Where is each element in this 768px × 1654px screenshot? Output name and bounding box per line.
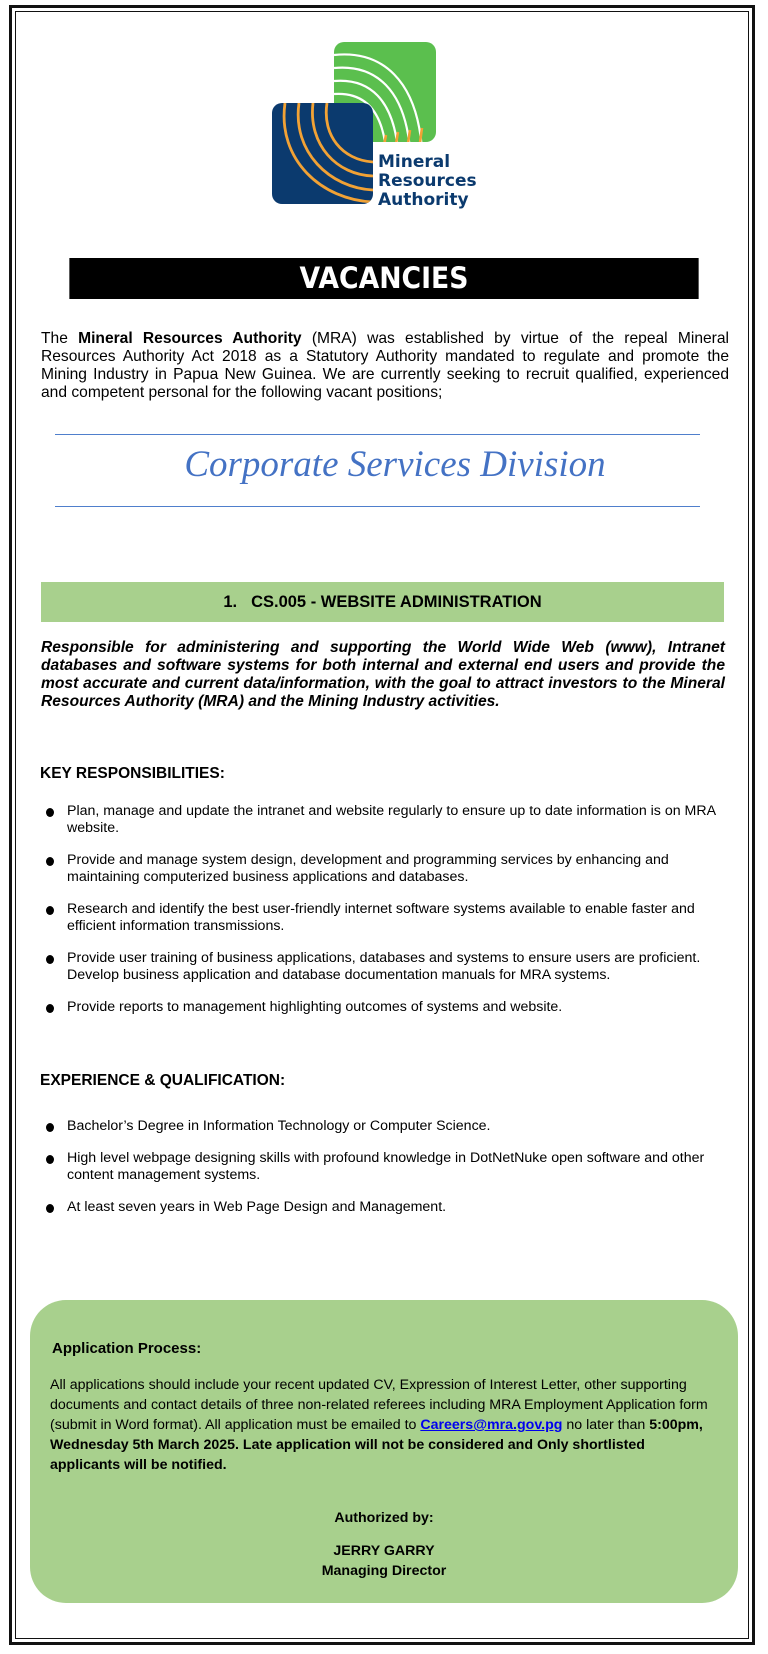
bullet-icon [46, 955, 54, 964]
application-deadline: 5:00pm, Wednesday 5th March 2025. Late application will not be considered and Only shortlisted applicants will be notified. [50, 1417, 703, 1473]
intro-org-name: Mineral Resources Authority [78, 330, 302, 347]
division-rule-top [55, 434, 700, 435]
signatory-name: JERRY GARRY [333, 1543, 435, 1559]
qualification-item [40, 1199, 730, 1216]
responsibility-item [40, 852, 730, 886]
bullet-icon [46, 906, 54, 915]
intro-paragraph [41, 330, 729, 402]
bullet-icon [46, 857, 54, 866]
position-title: CS.005 - WEBSITE ADMINISTRATION [251, 593, 542, 611]
division-title: Corporate Services Division [184, 444, 606, 485]
responsibilities-heading: KEY RESPONSIBILITIES: [40, 765, 225, 782]
responsibility-text: Plan, manage and update the intranet and website regularly to ensure up to date information is on MRA website. [67, 803, 716, 836]
responsibility-item [40, 803, 730, 837]
vacancies-banner [69, 258, 698, 299]
bullet-icon [46, 808, 54, 817]
application-heading: Application Process: [52, 1340, 202, 1357]
responsibility-item [40, 901, 730, 935]
qualifications-heading: EXPERIENCE & QUALIFICATION: [40, 1072, 286, 1089]
responsibilities-list [40, 803, 730, 1031]
intro-text: (MRA) was established by virtue of the repeal Mineral Resources Authority Act 2018 as a Statutory Authority mandated to regulate and promote the Mining Industry in Papua New Guinea. We are currently seeking to recruit qualified, experienced and competent personal for the following vacant positions; [41, 330, 729, 401]
bullet-icon [46, 1155, 54, 1164]
responsibility-item [40, 999, 730, 1016]
logo-text-line-3: Authority [378, 190, 469, 210]
qualification-item [40, 1118, 730, 1135]
responsibility-text: Provide user training of business applications, databases and systems to ensure users are proficient. Develop business application and database documentation manuals for MRA systems. [67, 950, 701, 983]
careers-email-link[interactable]: Careers@mra.gov.pg [420, 1417, 563, 1433]
qualification-text: High level webpage designing skills with profound knowledge in DotNetNuke open software and other content management systems. [67, 1150, 705, 1183]
mra-logo [272, 40, 504, 220]
responsibility-text: Provide reports to management highlighting outcomes of systems and website. [67, 999, 563, 1015]
qualification-text: At least seven years in Web Page Design and Management. [67, 1199, 447, 1215]
bullet-icon [46, 1004, 54, 1013]
authorized-label: Authorized by: [334, 1510, 434, 1526]
responsibility-text: Research and identify the best user-friendly internet software systems available to enable faster and efficient information transmissions. [67, 901, 695, 934]
logo-text-line-1: Mineral [378, 152, 451, 172]
application-text-part2: no later than [562, 1417, 650, 1433]
application-text-part1: All applications should include your recent updated CV, Expression of Interest Letter, other supporting documents and contact details of three non-related referees including MRA Employment Application form (submit in Word format). All application must be emailed to [50, 1377, 708, 1433]
signatory-title: Managing Director [321, 1563, 447, 1579]
application-process-box [30, 1300, 738, 1603]
division-rule-bottom [55, 506, 700, 507]
vacancies-title: VACANCIES [299, 261, 469, 295]
qualification-text: Bachelor’s Degree in Information Technology or Computer Science. [67, 1118, 491, 1134]
qualification-item [40, 1150, 730, 1184]
responsibility-item [40, 950, 730, 984]
position-number: 1. [223, 593, 238, 611]
bullet-icon [46, 1123, 54, 1132]
responsibility-text: Provide and manage system design, development and programming services by enhancing and maintaining computerized business applications and databases. [67, 852, 669, 885]
position-summary: Responsible for administering and supporting the World Wide Web (www), Intranet databases and software systems for both internal and external end users and provide the most accurate and current data/information, with the goal to attract investors to the Mineral Resources Authority (MRA) and the Mining Industry activities. [41, 639, 725, 710]
bullet-icon [46, 1204, 54, 1213]
application-instructions [50, 1375, 716, 1475]
qualifications-list [40, 1118, 730, 1231]
logo-text-line-2: Resources [378, 171, 477, 191]
position-title-bar [41, 582, 724, 622]
intro-prefix: The [41, 330, 79, 347]
